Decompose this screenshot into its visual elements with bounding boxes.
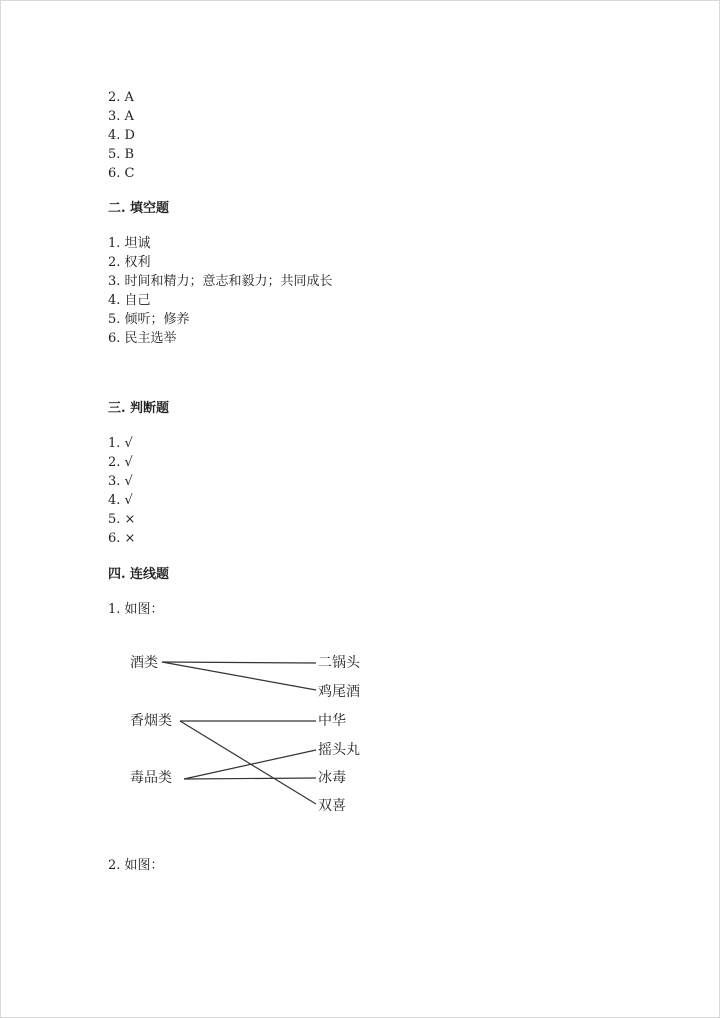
link-line [184,778,316,779]
link-line [180,721,316,804]
answer-item: 6. 民主选举 [108,331,177,346]
right-item: 冰毒 [318,770,346,786]
answer-item: 1. 坦诚 [108,236,151,251]
link-line [184,750,316,779]
answer-item: 2. √ [108,455,133,470]
answer-item: 3. A [108,109,134,124]
q1-label: 1. 如图： [108,602,164,617]
answer-item: 1. √ [108,436,133,451]
q2-label: 2. 如图： [108,858,164,873]
answer-item: 6. × [108,531,136,546]
answer-item: 4. √ [108,493,133,508]
link-line [162,662,316,663]
answer-item: 2. 权利 [108,255,151,270]
answer-item: 5. 倾听；修养 [108,312,190,327]
right-item: 双喜 [318,798,346,814]
answer-item: 3. √ [108,474,133,489]
answer-item: 5. × [108,512,136,527]
answer-item: 3. 时间和精力；意志和毅力；共同成长 [108,274,333,289]
left-item: 酒类 [130,655,158,671]
right-item: 中华 [318,713,346,729]
link-line [162,662,316,690]
right-item: 鸡尾酒 [318,684,360,700]
answer-item: 4. 自己 [108,293,151,308]
section2-title: 二. 填空题 [108,201,170,216]
answer-item: 5. B [108,147,135,162]
answer-item: 2. A [108,90,134,105]
answer-item: 6. C [108,166,135,181]
left-item: 香烟类 [130,713,172,729]
section4-title: 四. 连线题 [108,567,170,582]
answer-item: 4. D [108,128,135,143]
left-item: 毒品类 [130,770,172,786]
section3-title: 三. 判断题 [108,401,170,416]
right-item: 摇头丸 [318,742,360,758]
right-item: 二锅头 [318,655,360,671]
